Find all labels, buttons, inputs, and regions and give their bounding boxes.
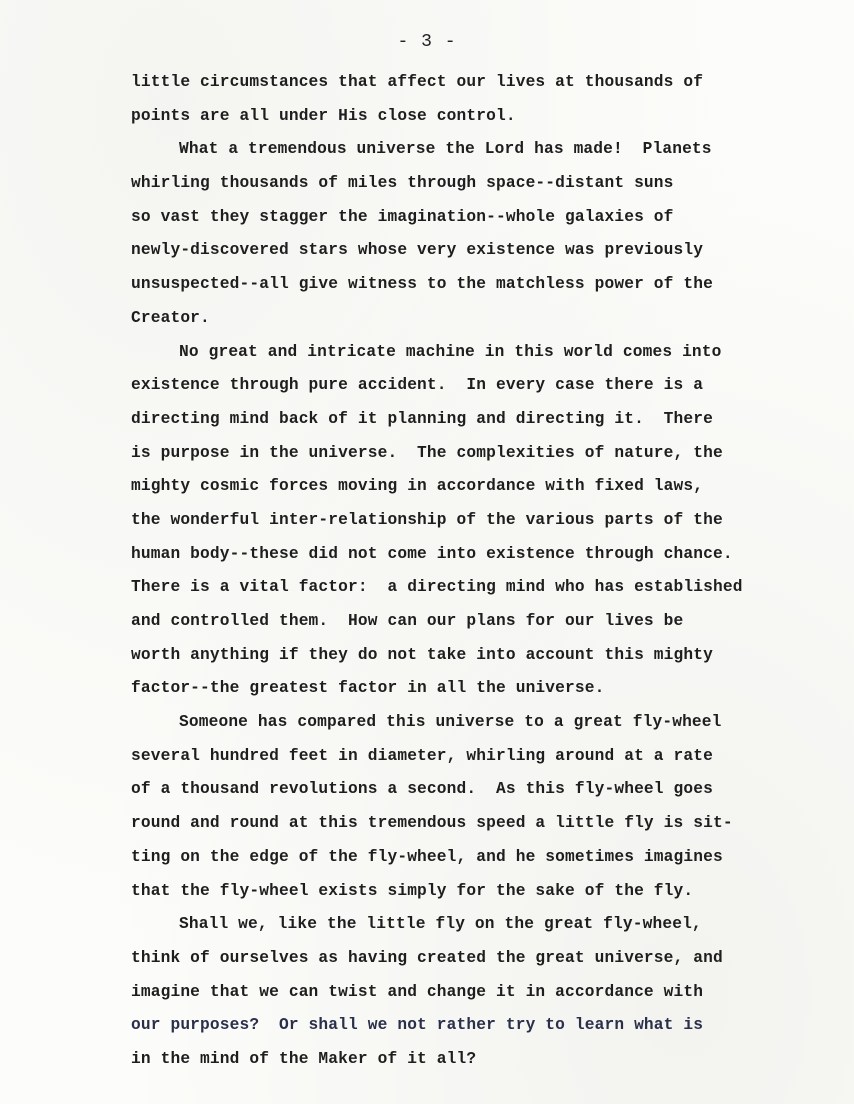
text-line: in the mind of the Maker of it all? (131, 1049, 477, 1068)
text-line: factor--the greatest factor in all the universe. (131, 679, 605, 698)
text-line: whirling thousands of miles through space--distant suns (131, 174, 674, 193)
paragraph-2 (131, 133, 791, 335)
paragraph-3 (131, 336, 791, 707)
text-line: so vast they stagger the imagination--whole galaxies of (131, 207, 674, 226)
text-line: existence through pure accident. In every case there is a (131, 376, 704, 395)
text-line: of a thousand revolutions a second. As this fly-wheel goes (131, 780, 713, 799)
text-line: little circumstances that affect our lives at thousands of (131, 73, 704, 91)
text-line: There is a vital factor: a directing mind who has established (131, 578, 743, 597)
text-line: ting on the edge of the fly-wheel, and he sometimes imagines (131, 847, 723, 866)
paragraph-5 (131, 908, 791, 1076)
paragraph-1 (131, 66, 791, 133)
paragraph-4 (131, 706, 791, 908)
text-line: mighty cosmic forces moving in accordance with fixed laws, (131, 477, 704, 496)
page-number: - 3 - (397, 32, 457, 52)
document-body (131, 66, 791, 1077)
text-line: What a tremendous universe the Lord has made! Planets (179, 140, 712, 159)
text-line: the wonderful inter-relationship of the various parts of the (131, 510, 723, 529)
text-line: points are all under His close control. (131, 106, 516, 125)
text-line: round and round at this tremendous speed a little fly is sit- (131, 814, 733, 833)
text-line: No great and intricate machine in this world comes into (179, 342, 722, 361)
text-line: directing mind back of it planning and directing it. There (131, 409, 713, 428)
text-line: worth anything if they do not take into account this mighty (131, 645, 713, 664)
text-line: unsuspected--all give witness to the matchless power of the (131, 275, 713, 294)
text-line: think of ourselves as having created the great universe, and (131, 948, 723, 967)
text-line: and controlled them. How can our plans for our lives be (131, 612, 684, 630)
text-line: newly-discovered stars whose very existence was previously (131, 241, 704, 260)
text-line: is purpose in the universe. The complexities of nature, the (131, 443, 723, 462)
text-line: Creator. (131, 308, 210, 327)
text-line: our purposes? Or shall we not rather try to learn what is (131, 1016, 704, 1035)
text-line: several hundred feet in diameter, whirling around at a rate (131, 746, 713, 765)
text-line: that the fly-wheel exists simply for the sake of the fly. (131, 881, 694, 900)
text-line: Someone has compared this universe to a great fly-wheel (179, 713, 722, 732)
text-line: human body--these did not come into existence through chance. (131, 544, 733, 563)
text-line: Shall we, like the little fly on the great fly-wheel, (179, 915, 702, 934)
text-line: imagine that we can twist and change it in accordance with (131, 982, 704, 1001)
